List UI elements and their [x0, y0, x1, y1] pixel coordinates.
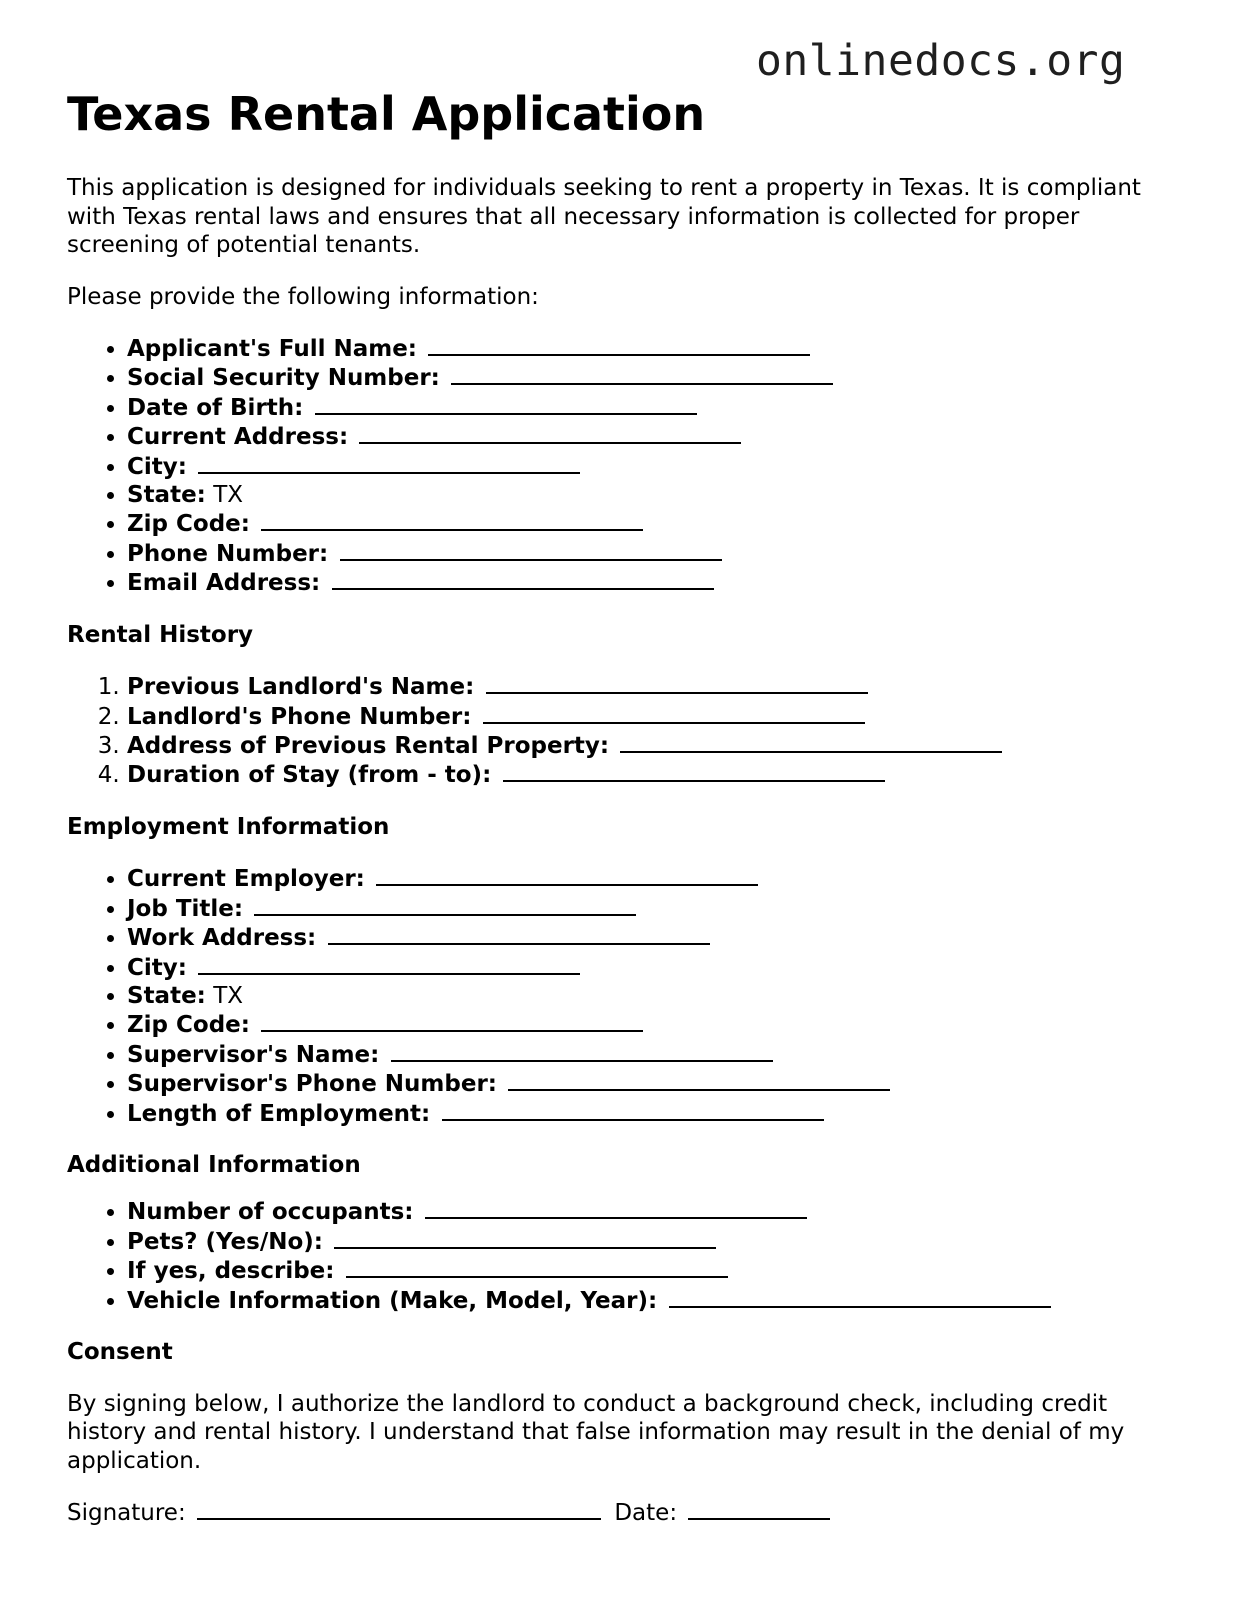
page-title: Texas Rental Application: [67, 87, 706, 141]
field-label: Number of occupants:: [127, 1199, 414, 1226]
date-blank[interactable]: [688, 1498, 830, 1520]
ssn-blank[interactable]: [451, 363, 833, 385]
phone-blank[interactable]: [340, 539, 722, 561]
field-label: City:: [127, 453, 187, 480]
field-label: Address of Previous Rental Property:: [127, 732, 610, 759]
landlord-phone-blank[interactable]: [483, 702, 865, 724]
pets-blank[interactable]: [334, 1227, 716, 1249]
field-label: Landlord's Phone Number:: [127, 703, 472, 730]
work-address-blank[interactable]: [328, 923, 710, 945]
field-previous-address: [127, 731, 1177, 760]
field-work-city: [127, 953, 1177, 982]
field-pets: [127, 1227, 1177, 1256]
email-blank[interactable]: [332, 568, 714, 590]
field-work-state: [127, 982, 1177, 1010]
field-pets-description: [127, 1256, 1177, 1285]
applicant-name-blank[interactable]: [428, 334, 810, 356]
field-zip: [127, 509, 1177, 538]
zip-blank[interactable]: [261, 509, 643, 531]
date-label: Date:: [614, 1500, 678, 1527]
field-label: Social Security Number:: [127, 365, 440, 392]
field-label: Previous Landlord's Name:: [127, 674, 475, 701]
field-occupants: [127, 1197, 1177, 1226]
field-label: State:: [127, 482, 206, 509]
duration-blank[interactable]: [503, 760, 885, 782]
signature-blank[interactable]: [197, 1498, 601, 1520]
previous-landlord-blank[interactable]: [486, 672, 868, 694]
employment-list: [67, 864, 1177, 1128]
field-vehicle: [127, 1286, 1177, 1315]
state-value: TX: [213, 482, 243, 509]
field-employment-length: [127, 1099, 1177, 1128]
field-dob: [127, 393, 1177, 422]
employment-heading: Employment Information: [67, 813, 390, 840]
employer-blank[interactable]: [376, 864, 758, 886]
field-applicant-name: [127, 334, 1177, 363]
field-label: Current Employer:: [127, 866, 365, 893]
field-city: [127, 452, 1177, 481]
consent-heading: Consent: [67, 1339, 173, 1366]
field-duration: [127, 760, 1177, 789]
work-state-value: TX: [213, 982, 243, 1009]
field-employer: [127, 864, 1177, 893]
field-state: [127, 481, 1177, 509]
work-zip-blank[interactable]: [261, 1010, 643, 1032]
field-label: Applicant's Full Name:: [127, 336, 418, 362]
instructions-prompt: Please provide the following information:: [67, 283, 539, 310]
field-landlord-phone: [127, 702, 1177, 731]
pets-description-blank[interactable]: [346, 1256, 728, 1278]
field-label: Zip Code:: [127, 511, 250, 538]
field-label: Pets? (Yes/No):: [127, 1228, 323, 1255]
document-page: [67, 86, 1177, 1528]
supervisor-phone-blank[interactable]: [508, 1069, 890, 1091]
field-label: Supervisor's Name:: [127, 1041, 380, 1068]
vehicle-blank[interactable]: [669, 1286, 1051, 1308]
field-label: Length of Employment:: [127, 1100, 431, 1127]
rental-history-heading: Rental History: [67, 621, 254, 648]
intro-paragraph: This application is designed for individuals seeking to rent a property in Texas. It is compliant with Texas rental laws and ensures that all necessary information is collected for proper screening of potential tenants.: [67, 175, 1141, 258]
field-label: Supervisor's Phone Number:: [127, 1071, 497, 1098]
rental-history-list: [67, 672, 1177, 790]
field-current-address: [127, 422, 1177, 451]
field-label: If yes, describe:: [127, 1258, 335, 1285]
field-label: City:: [127, 954, 187, 981]
employment-length-blank[interactable]: [442, 1099, 824, 1121]
field-previous-landlord: [127, 672, 1177, 701]
job-title-blank[interactable]: [254, 894, 636, 916]
additional-info-list: [67, 1197, 1177, 1315]
work-city-blank[interactable]: [198, 953, 580, 975]
field-supervisor-name: [127, 1040, 1177, 1069]
occupants-blank[interactable]: [425, 1197, 807, 1219]
field-label: Work Address:: [127, 925, 317, 952]
field-label: Date of Birth:: [127, 394, 304, 421]
field-job-title: [127, 894, 1177, 923]
field-label: Current Address:: [127, 424, 349, 451]
field-supervisor-phone: [127, 1069, 1177, 1098]
field-label: Phone Number:: [127, 540, 329, 567]
field-work-address: [127, 923, 1177, 952]
applicant-info-list: [67, 334, 1177, 598]
field-work-zip: [127, 1010, 1177, 1039]
site-watermark: onlinedocs.org: [756, 36, 1126, 86]
field-label: State:: [127, 982, 206, 1009]
consent-paragraph: By signing below, I authorize the landlord to conduct a background check, including credit history and rental history. I understand that false information may result in the denial of my application.: [67, 1390, 1125, 1474]
dob-blank[interactable]: [315, 393, 697, 415]
field-label: Duration of Stay (from - to):: [127, 762, 492, 789]
field-ssn: [127, 363, 1177, 392]
city-blank[interactable]: [198, 452, 580, 474]
supervisor-name-blank[interactable]: [391, 1040, 773, 1062]
signature-row: [67, 1498, 1177, 1528]
field-phone: [127, 539, 1177, 568]
additional-info-heading: Additional Information: [67, 1151, 361, 1178]
field-email: [127, 568, 1177, 597]
field-label: Zip Code:: [127, 1012, 250, 1039]
signature-label: Signature:: [67, 1500, 186, 1527]
previous-address-blank[interactable]: [620, 731, 1002, 753]
field-label: Job Title:: [127, 895, 244, 922]
field-label: Email Address:: [127, 570, 321, 597]
current-address-blank[interactable]: [359, 422, 741, 444]
field-label: Vehicle Information (Make, Model, Year):: [127, 1287, 658, 1314]
